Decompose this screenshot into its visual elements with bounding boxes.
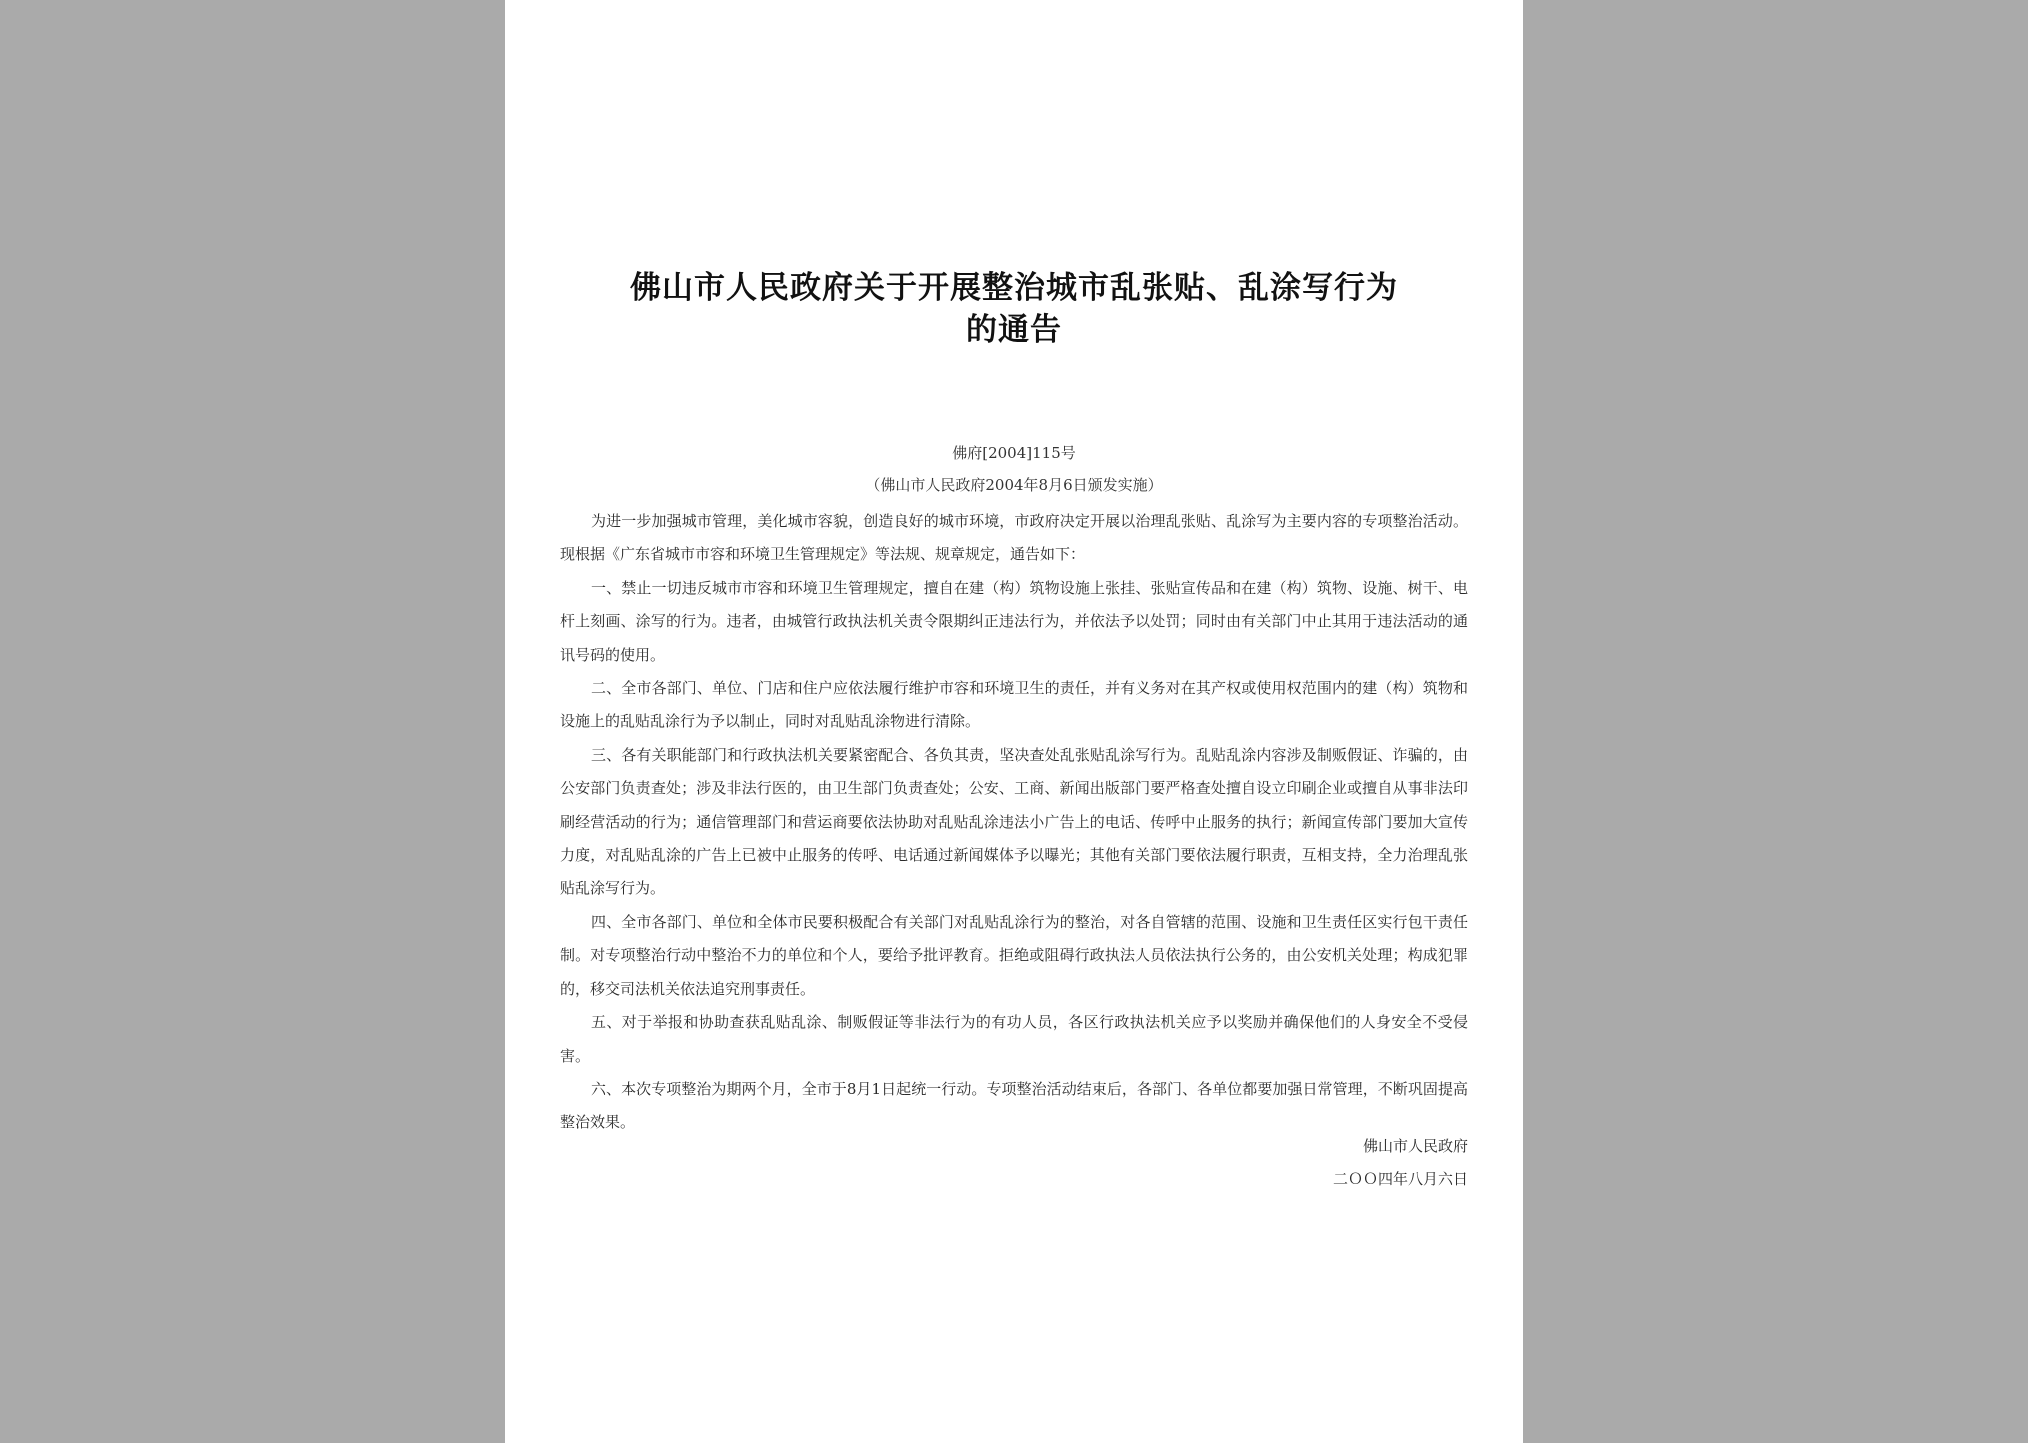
- paragraph-item-1: 一、禁止一切违反城市市容和环境卫生管理规定，擅自在建（构）筑物设施上张挂、张贴宣传品和在建（构）筑物、设施、树干、电杆上刻画、涂写的行为。违者，由城管行政执法机关责令限期纠正违法行为，并依法予以处罚；同时由有关部门中止其用于违法活动的通讯号码的使用。: [560, 578, 1468, 664]
- document-page: [505, 0, 1523, 1443]
- paragraph-item-3: 三、各有关职能部门和行政执法机关要紧密配合、各负其责，坚决查处乱张贴乱涂写行为。乱贴乱涂内容涉及制贩假证、诈骗的，由公安部门负责查处；涉及非法行医的，由卫生部门负责查处；公安、工商、新闻出版部门要严格查处擅自设立印刷企业或擅自从事非法印刷经营活动的行为；通信管理部门和营运商要依法协助对乱贴乱涂违法小广告上的电话、传呼中止服务的执行；新闻宣传部门要加大宣传力度，对乱贴乱涂的广告上已被中止服务的传呼、电话通过新闻媒体予以曝光；其他有关部门要依法履行职责，互相支持，全力治理乱张贴乱涂写行为。: [560, 745, 1468, 898]
- document-body: [560, 505, 1468, 1140]
- document-title-line-1: 佛山市人民政府关于开展整治城市乱张贴、乱涂写行为: [630, 270, 1398, 306]
- document-number: 佛府[2004]115号: [952, 444, 1076, 462]
- signature-date: 二ＯＯ四年八月六日: [1332, 1170, 1468, 1188]
- paragraph-item-2: 二、全市各部门、单位、门店和住户应依法履行维护市容和环境卫生的责任，并有义务对在其产权或使用权范围内的建（构）筑物和设施上的乱贴乱涂行为予以制止，同时对乱贴乱涂物进行清除。: [560, 679, 1468, 731]
- paragraph-item-4: 四、全市各部门、单位和全体市民要积极配合有关部门对乱贴乱涂行为的整治，对各自管辖的范围、设施和卫生责任区实行包干责任制。对专项整治行动中整治不力的单位和个人，要给予批评教育。拒绝或阻碍行政执法人员依法执行公务的，由公安机关处理；构成犯罪的，移交司法机关依法追究刑事责任。: [560, 912, 1468, 998]
- paragraph-item-5: 五、对于举报和协助查获乱贴乱涂、制贩假证等非法行为的有功人员，各区行政执法机关应予以奖励并确保他们的人身安全不受侵害。: [560, 1013, 1468, 1065]
- issued-note: （佛山市人民政府2004年8月6日颁发实施）: [865, 476, 1163, 494]
- signature-organization: 佛山市人民政府: [1362, 1137, 1468, 1155]
- paragraph-intro: 为进一步加强城市管理，美化城市容貌，创造良好的城市环境，市政府决定开展以治理乱张贴、乱涂写为主要内容的专项整治活动。现根据《广东省城市市容和环境卫生管理规定》等法规、规章规定，通告如下：: [560, 512, 1468, 564]
- document-title-line-2: 的通告: [966, 312, 1062, 348]
- paragraph-item-6: 六、本次专项整治为期两个月，全市于8月1日起统一行动。专项整治活动结束后，各部门、各单位都要加强日常管理，不断巩固提高整治效果。: [560, 1079, 1468, 1132]
